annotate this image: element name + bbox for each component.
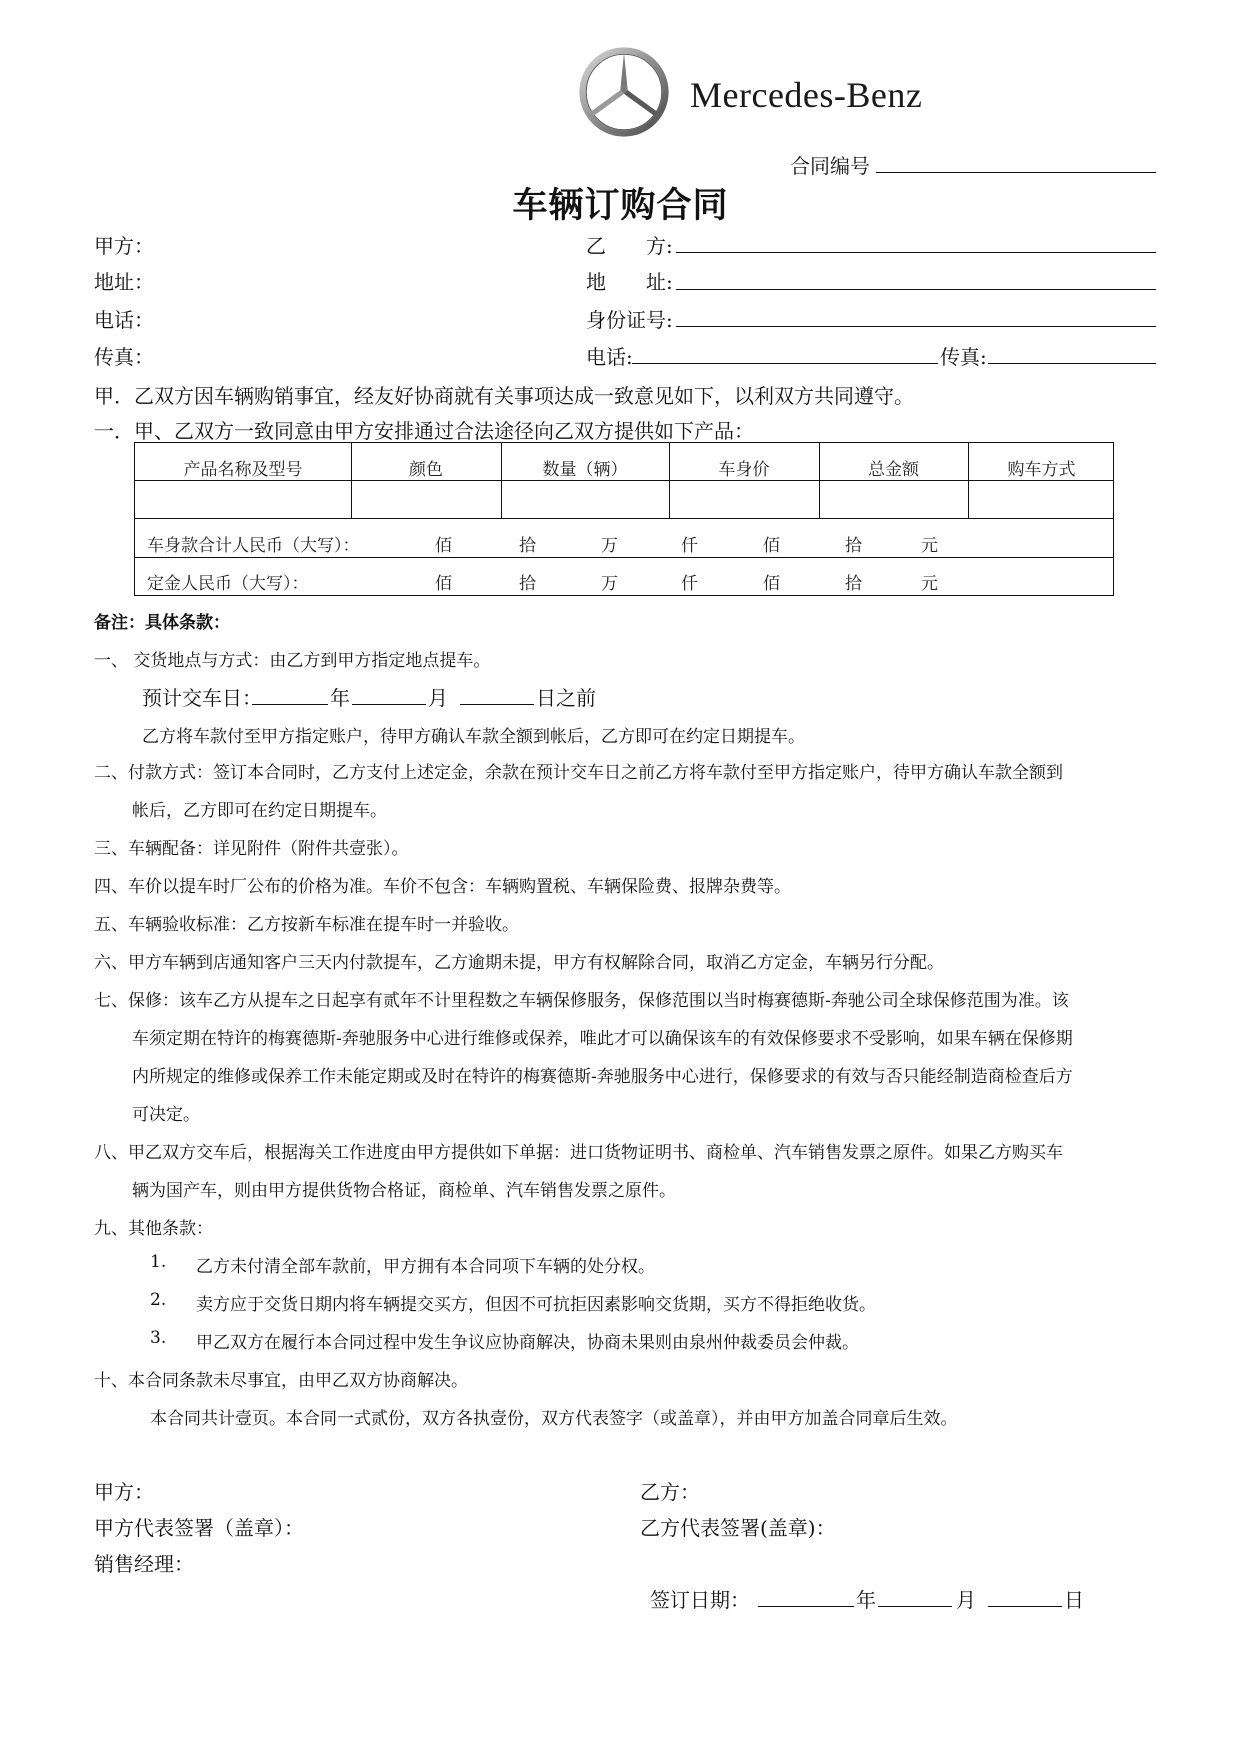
clause-1: 一、 交货地点与方式：由乙方到甲方指定地点提车。 xyxy=(94,651,491,671)
clause-2-line-1: 二、付款方式：签订本合同时，乙方支付上述定金，余款在预计交车日之前乙方将车款付至甲方指定账户，待甲方确认车款全额到 xyxy=(94,763,1063,783)
id-b-label: 身份证号: xyxy=(586,308,673,332)
clause-10-note: 本合同共计壹页。本合同一式贰份，双方各执壹份，双方代表签字（或盖章），并由甲方加盖合同章后生效。 xyxy=(150,1409,958,1429)
deposit-unit: 佰 xyxy=(763,574,780,594)
contract-no-field[interactable] xyxy=(876,172,1156,173)
sign-year-unit: 年 xyxy=(856,1588,876,1612)
signature-party-b-rep-label: 乙方代表签署(盖章)： xyxy=(640,1516,836,1540)
delivery-date-label: 预计交车日： xyxy=(142,686,262,710)
party-b-field[interactable] xyxy=(676,252,1156,253)
clause-7-line-3: 内所规定的维修或保养工作未能定期或及时在特许的梅赛德斯-奔驰服务中心进行，保修要求的有效与否只能经制造商检查后方 xyxy=(132,1067,1073,1087)
signature-party-b-label: 乙方： xyxy=(640,1480,700,1504)
signature-party-a-label: 甲方： xyxy=(94,1480,154,1504)
total-unit: 仟 xyxy=(681,536,698,556)
cell-purchase-method[interactable] xyxy=(968,480,1115,518)
deposit-unit: 拾 xyxy=(845,574,862,594)
total-unit: 拾 xyxy=(845,536,862,556)
delivery-day-field[interactable] xyxy=(460,704,534,705)
phone-a-label: 电话： xyxy=(94,308,154,332)
clause-9-item-num: 1. xyxy=(150,1252,167,1272)
delivery-month-unit: 月 xyxy=(428,686,448,710)
delivery-month-field[interactable] xyxy=(352,704,426,705)
clause-8-line-1: 八、甲乙双方交车后，根据海关工作进度由甲方提供如下单据：进口货物证明书、商检单、汽车销售发票之原件。如果乙方购买车 xyxy=(94,1143,1063,1163)
address-b-label: 地 址: xyxy=(586,270,673,294)
deposit-unit: 万 xyxy=(601,574,618,594)
col-header-product: 产品名称及型号 xyxy=(183,460,303,480)
sign-month-unit: 月 xyxy=(956,1588,976,1612)
clause-7-line-2: 车须定期在特许的梅赛德斯-奔驰服务中心进行维修或保养，唯此才可以确保该车的有效保修要求不受影响，如果车辆在保修期 xyxy=(132,1029,1073,1049)
clause-9-item-num: 2. xyxy=(150,1290,167,1310)
contract-no-label: 合同编号 xyxy=(790,154,870,178)
clause-6: 六、甲方车辆到店通知客户三天内付款提车，乙方逾期未提，甲方有权解除合同，取消乙方定金，车辆另行分配。 xyxy=(94,953,944,973)
section1-text: 一．甲、乙双方一致同意由甲方安排通过合法途径向乙双方提供如下产品： xyxy=(94,419,754,443)
sign-day-unit: 日 xyxy=(1064,1588,1084,1612)
sign-month-field[interactable] xyxy=(878,1606,952,1607)
page-title: 车辆订购合同 xyxy=(512,185,729,226)
fax-a-label: 传真： xyxy=(94,345,154,369)
phone-b-label: 电话: xyxy=(586,345,633,369)
col-header-price: 车身价 xyxy=(718,460,770,480)
deposit-unit: 佰 xyxy=(435,574,452,594)
clause-9-item-text: 卖方应于交货日期内将车辆提交买方，但因不可抗拒因素影响交货期，买方不得拒绝收货。 xyxy=(196,1295,876,1315)
delivery-day-unit: 日之前 xyxy=(536,686,596,710)
total-unit: 佰 xyxy=(763,536,780,556)
cell-quantity[interactable] xyxy=(501,480,669,518)
clause-9: 九、其他条款： xyxy=(94,1219,213,1239)
clause-7-line-4: 可决定。 xyxy=(132,1105,200,1125)
clause-4: 四、车价以提车时厂公布的价格为准。车价不包含：车辆购置税、车辆保险费、报牌杂费等。 xyxy=(94,877,791,897)
col-header-quantity: 数量（辆） xyxy=(542,460,628,480)
cell-color[interactable] xyxy=(351,480,501,518)
clause-10: 十、本合同条款未尽事宜，由甲乙双方协商解决。 xyxy=(94,1371,468,1391)
clause-8-line-2: 辆为国产车，则由甲方提供货物合格证，商检单、汽车销售发票之原件。 xyxy=(132,1181,676,1201)
total-amount-label: 车身款合计人民币（大写）： xyxy=(147,536,360,556)
fax-b-label: 传真: xyxy=(940,345,987,369)
cell-product[interactable] xyxy=(135,480,351,518)
party-b-label: 乙 方: xyxy=(586,234,673,258)
clause-1-note: 乙方将车款付至甲方指定账户，待甲方确认车款全额到帐后，乙方即可在约定日期提车。 xyxy=(142,727,805,747)
delivery-year-field[interactable] xyxy=(252,704,328,705)
clause-7-line-1: 七、保修：该车乙方从提车之日起享有贰年不计里程数之车辆保修服务，保修范围以当时梅赛德斯-奔驰公司全球保修范围为准。该 xyxy=(94,991,1069,1011)
party-a-label: 甲方： xyxy=(94,234,154,258)
total-unit: 万 xyxy=(601,536,618,556)
deposit-unit: 拾 xyxy=(519,574,536,594)
fax-b-field[interactable] xyxy=(988,363,1156,364)
cell-price[interactable] xyxy=(669,480,819,518)
sign-year-field[interactable] xyxy=(758,1606,854,1607)
col-header-color: 颜色 xyxy=(409,460,443,480)
signature-party-a-rep-label: 甲方代表签署（盖章）： xyxy=(94,1516,304,1540)
remarks-title: 备注：具体条款： xyxy=(94,613,230,633)
clause-9-item-num: 3. xyxy=(150,1328,167,1348)
total-unit: 拾 xyxy=(519,536,536,556)
brand-name: Mercedes-Benz xyxy=(690,75,923,115)
total-unit: 佰 xyxy=(435,536,452,556)
col-header-total: 总金额 xyxy=(868,460,919,480)
clause-9-item-text: 乙方未付清全部车款前，甲方拥有本合同项下车辆的处分权。 xyxy=(196,1257,655,1277)
sign-day-field[interactable] xyxy=(988,1606,1062,1607)
clause-2-line-2: 帐后，乙方即可在约定日期提车。 xyxy=(132,801,387,821)
intro-text: 甲．乙双方因车辆购销事宜，经友好协商就有关事项达成一致意见如下，以利双方共同遵守。 xyxy=(94,384,914,408)
deposit-unit: 元 xyxy=(921,574,938,594)
three-pointed-star-icon xyxy=(578,46,670,138)
id-b-field[interactable] xyxy=(676,326,1156,327)
total-unit: 元 xyxy=(921,536,938,556)
deposit-amount-label: 定金人民币（大写）： xyxy=(147,574,309,594)
cell-total[interactable] xyxy=(819,480,968,518)
deposit-unit: 仟 xyxy=(681,574,698,594)
phone-b-field[interactable] xyxy=(632,363,938,364)
clause-9-item-text: 甲乙双方在履行本合同过程中发生争议应协商解决，协商未果则由泉州仲裁委员会仲裁。 xyxy=(196,1333,859,1353)
sales-manager-label: 销售经理： xyxy=(94,1552,194,1576)
clause-3: 三、车辆配备：详见附件（附件共壹张）。 xyxy=(94,839,409,859)
product-table xyxy=(134,442,1114,596)
sign-date-label: 签订日期： xyxy=(650,1588,750,1612)
address-a-label: 地址： xyxy=(94,270,154,294)
address-b-field[interactable] xyxy=(676,289,1156,290)
col-header-purchase-method: 购车方式 xyxy=(1007,460,1076,480)
delivery-year-unit: 年 xyxy=(330,686,350,710)
clause-5: 五、车辆验收标准：乙方按新车标准在提车时一并验收。 xyxy=(94,915,519,935)
